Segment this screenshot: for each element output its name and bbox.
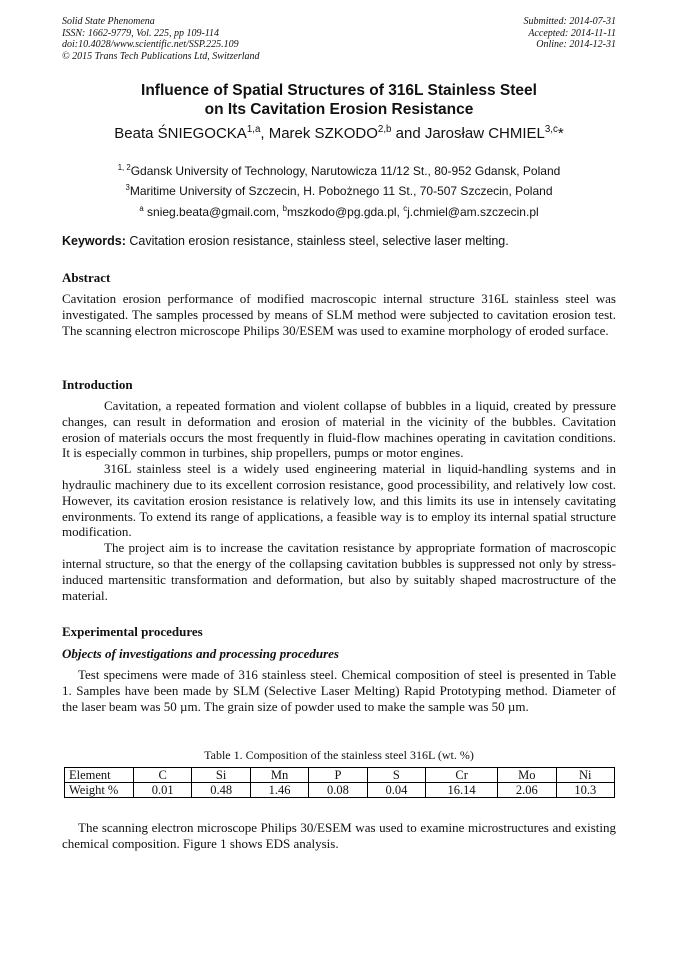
table-header-cell: Si bbox=[192, 768, 250, 783]
affiliation-2-text: Maritime University of Szczecin, H. Pobożnego 11 St., 70-507 Szczecin, Poland bbox=[129, 184, 553, 198]
email-a-sup: a bbox=[139, 204, 144, 213]
author-separator-1: , bbox=[260, 125, 269, 142]
introduction-paragraph-1: Cavitation, a repeated formation and violent collapse of bubbles in a liquid, created by pressure changes, can result in deformation and erosion of material in the vicinity of the bubbles. Cavitation erosion of materials occurs the most frequently in fluid-flow machines operating in cavitation conditions. It is especially common in turbines, ship propellers, pumps or motor engines. bbox=[62, 398, 616, 461]
affiliation-2 bbox=[62, 184, 616, 198]
keywords-label: Keywords: bbox=[62, 234, 126, 248]
author-3-sup: 3,c bbox=[544, 124, 558, 135]
email-a: snieg.beata@gmail.com, bbox=[147, 205, 283, 219]
author-2-name: Marek SZKODO bbox=[268, 125, 378, 142]
experimental-paragraph-1 bbox=[62, 667, 616, 714]
table-header-cell: Ni bbox=[556, 768, 614, 783]
table-cell: 10.3 bbox=[556, 783, 614, 798]
table-1-caption: Table 1. Composition of the stainless steel 316L (wt. %) bbox=[204, 748, 474, 762]
affiliation-1-sup: 1, 2 bbox=[117, 163, 131, 172]
table-header-cell: Mo bbox=[498, 768, 556, 783]
journal-doi: doi:10.4028/www.scientific.net/SSP.225.109 bbox=[62, 39, 239, 50]
table-header-row bbox=[65, 768, 615, 783]
experimental-heading: Experimental procedures bbox=[62, 624, 203, 639]
experimental-paragraph-1-text: Test specimens were made of 316 stainless steel. Chemical composition of steel is presented in Table 1. Samples have been made by SLM (Selective Laser Melting) Rapid Prototyping method. Diameter of the laser beam was 50 µm. The grain size of powder used to make the sample was 50 µm. bbox=[62, 667, 616, 714]
author-3-name: Jarosław CHMIEL bbox=[424, 125, 545, 142]
author-1-name: Beata ŚNIEGOCKA bbox=[114, 125, 247, 142]
affiliation-1-text: Gdansk University of Technology, Narutowicza 11/12 St., 80-952 Gdansk, Poland bbox=[130, 164, 561, 178]
experimental-paragraph-2 bbox=[62, 820, 616, 852]
author-separator-2: and bbox=[391, 125, 425, 142]
table-header-cell: S bbox=[367, 768, 425, 783]
table-header-cell: C bbox=[134, 768, 192, 783]
table-cell: 0.08 bbox=[309, 783, 367, 798]
journal-name: Solid State Phenomena bbox=[62, 16, 155, 27]
journal-copyright: © 2015 Trans Tech Publications Ltd, Switzerland bbox=[62, 50, 260, 62]
author-emails bbox=[62, 205, 616, 219]
author-2-sup: 2,b bbox=[377, 124, 392, 135]
accepted-date: Accepted: 2014-11-11 bbox=[528, 27, 616, 39]
table-cell: 0.01 bbox=[134, 783, 192, 798]
table-cell: 1.46 bbox=[250, 783, 308, 798]
keywords bbox=[62, 234, 616, 249]
email-b: mszkodo@pg.gda.pl, bbox=[286, 205, 404, 219]
keywords-text: Cavitation erosion resistance, stainless steel, selective laser melting. bbox=[125, 234, 509, 248]
table-cell: 0.04 bbox=[367, 783, 425, 798]
table-cell: 0.48 bbox=[192, 783, 250, 798]
paper-title-line-1: Influence of Spatial Structures of 316L Stainless Steel bbox=[141, 82, 537, 99]
introduction-body bbox=[62, 398, 616, 603]
table-header-cell: Mn bbox=[250, 768, 308, 783]
composition-table bbox=[64, 767, 615, 798]
affiliation-2-sup: 3 bbox=[125, 183, 130, 192]
author-list bbox=[62, 125, 616, 143]
email-b-sup: b bbox=[282, 204, 287, 213]
table-cell: Weight % bbox=[65, 783, 134, 798]
paper-title-line-2: on Its Cavitation Erosion Resistance bbox=[204, 101, 474, 118]
submitted-date: Submitted: 2014-07-31 bbox=[523, 16, 616, 27]
table-header-cell: Element bbox=[65, 768, 134, 783]
abstract-text: Cavitation erosion performance of modified macroscopic internal structure 316L stainless steel was investigated. The samples processed by means of SLM method were subjected to cavitation erosion test. The scanning electron microscope Philips 30/ESEM was used to examine morphology of eroded surface. bbox=[62, 291, 616, 338]
journal-issn: ISSN: 1662-9779, Vol. 225, pp 109-114 bbox=[62, 27, 220, 39]
paper-title bbox=[62, 81, 616, 119]
email-c: j.chmiel@am.szczecin.pl bbox=[407, 205, 539, 219]
introduction-heading: Introduction bbox=[62, 377, 133, 392]
table-row bbox=[65, 783, 615, 798]
affiliation-1 bbox=[62, 164, 616, 178]
abstract-heading: Abstract bbox=[62, 270, 111, 285]
journal-header-right bbox=[524, 16, 617, 51]
online-date: Online: 2014-12-31 bbox=[536, 39, 616, 50]
experimental-subheading: Objects of investigations and processing procedures bbox=[62, 646, 339, 661]
introduction-paragraph-2: 316L stainless steel is a widely used engineering material in liquid-handling systems and in hydraulic machinery due to its excellent corrosion resistance, good processibility, and relatively low cost. However, its cavitation erosion resistance is relatively low, and this limits its use in intensely cavitating environments. To extend its range of applications, a feasible way is to employ its internal spatial structure modification. bbox=[62, 461, 616, 540]
table-cell: 2.06 bbox=[498, 783, 556, 798]
corresponding-author-mark: * bbox=[557, 125, 564, 142]
author-1-sup: 1,a bbox=[246, 124, 261, 135]
table-cell: 16.14 bbox=[426, 783, 498, 798]
table-header-cell: Cr bbox=[426, 768, 498, 783]
table-header-cell: P bbox=[309, 768, 367, 783]
experimental-paragraph-2-text: The scanning electron microscope Philips 30/ESEM was used to examine microstructures and existing chemical composition. Figure 1 shows EDS analysis. bbox=[62, 820, 616, 851]
journal-header-left bbox=[62, 16, 260, 62]
email-c-sup: c bbox=[403, 204, 408, 213]
introduction-paragraph-3: The project aim is to increase the cavitation resistance by appropriate formation of macroscopic internal structure, so that the energy of the collapsing cavitation bubbles is suppressed not only by stress-induced martensitic transformation and deformation, but also by suitably shaped macrostructure of the material. bbox=[62, 540, 616, 603]
